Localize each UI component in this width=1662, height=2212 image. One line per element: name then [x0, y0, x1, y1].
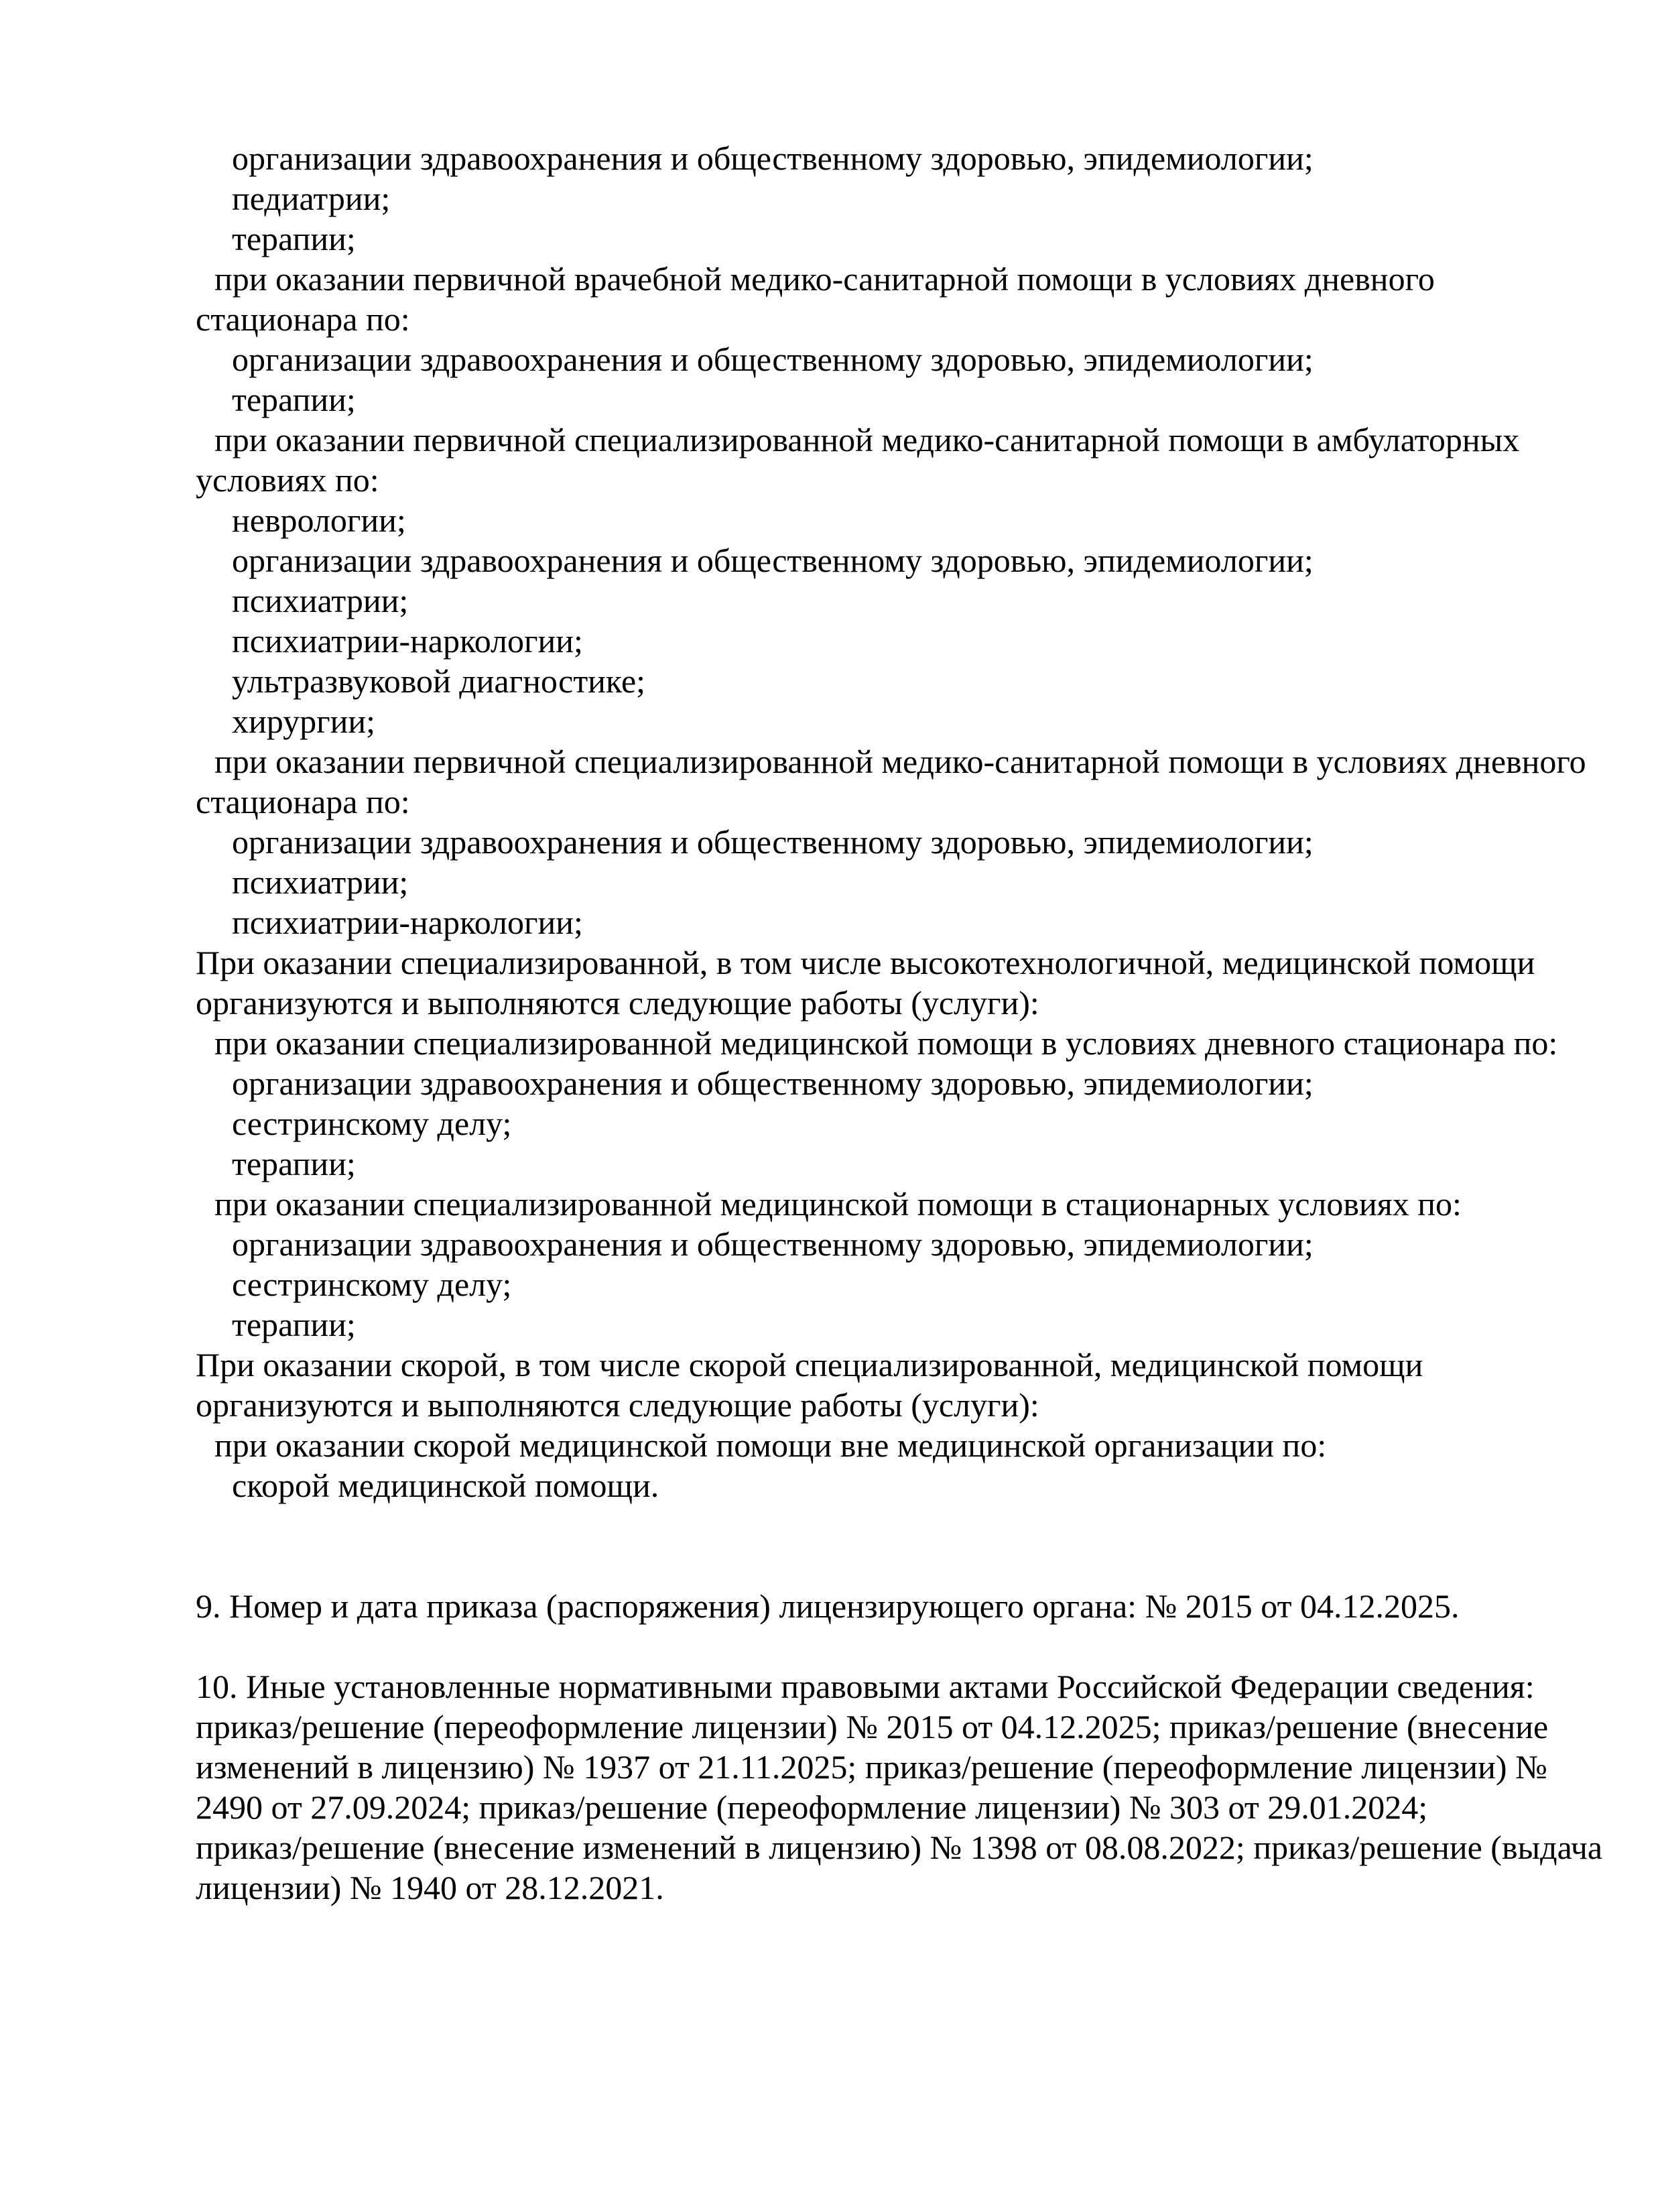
text-line: условиях по: — [196, 461, 379, 499]
text-line: 2490 от 27.09.2024; приказ/решение (переоформление лицензии) № 303 от 29.01.2024; — [196, 1788, 1428, 1826]
blank-line — [196, 1506, 1602, 1546]
blank-line — [196, 1626, 1602, 1666]
text-line: 9. Номер и дата приказа (распоряжения) лицензирующего органа: № 2015 от 04.12.2025. — [196, 1587, 1460, 1625]
text-line: изменений в лицензию) № 1937 от 21.11.2025; приказ/решение (переоформление лицензии) № — [196, 1748, 1547, 1786]
text-line: при оказании первичной специализированной медико-санитарной помощи в условиях дневного — [214, 743, 1586, 780]
text-line: 10. Иные установленные нормативными правовыми актами Российской Федерации сведения: — [196, 1668, 1535, 1705]
text-line: стационара по: — [196, 300, 410, 338]
text-line: психиатрии-наркологии; — [232, 622, 583, 660]
text-line: педиатрии; — [232, 180, 391, 217]
text-line: организации здравоохранения и общественному здоровью, эпидемиологии; — [232, 1064, 1314, 1102]
text-line: терапии; — [232, 381, 356, 418]
text-line: стационара по: — [196, 783, 410, 820]
text-line: организации здравоохранения и общественному здоровью, эпидемиологии; — [232, 1225, 1314, 1263]
license-text — [196, 138, 1602, 1908]
text-line: терапии; — [232, 1145, 356, 1182]
text-line: психиатрии; — [232, 582, 409, 619]
text-line: терапии; — [232, 220, 356, 257]
text-line: при оказании первичной специализированной медико-санитарной помощи в амбулаторных — [214, 421, 1520, 458]
text-line: приказ/решение (переоформление лицензии) № 2015 от 04.12.2025; приказ/решение (внесение — [196, 1708, 1549, 1745]
text-line: неврологии; — [232, 501, 406, 539]
text-line: При оказании скорой, в том числе скорой специализированной, медицинской помощи — [196, 1346, 1423, 1384]
text-line: организации здравоохранения и общественному здоровью, эпидемиологии; — [232, 341, 1314, 378]
text-line: организуются и выполняются следующие работы (услуги): — [196, 1386, 1039, 1424]
text-line: ультразвуковой диагностике; — [232, 662, 646, 700]
text-line: организации здравоохранения и общественному здоровью, эпидемиологии; — [232, 139, 1314, 177]
text-line: лицензии) № 1940 от 28.12.2021. — [196, 1869, 664, 1906]
text-line: при оказании скорой медицинской помощи вне медицинской организации по: — [214, 1426, 1327, 1464]
text-line: хирургии; — [232, 702, 376, 740]
text-line: при оказании специализированной медицинской помощи в условиях дневного стационара по: — [214, 1024, 1558, 1062]
blank-line — [196, 1546, 1602, 1586]
text-line: скорой медицинской помощи. — [232, 1467, 659, 1504]
text-line: при оказании специализированной медицинской помощи в стационарных условиях по: — [214, 1185, 1462, 1223]
text-line: психиатрии; — [232, 863, 409, 901]
text-line: сестринскому делу; — [232, 1105, 512, 1142]
text-line: организуются и выполняются следующие работы (услуги): — [196, 984, 1039, 1022]
text-line: психиатрии-наркологии; — [232, 904, 583, 941]
text-line: терапии; — [232, 1306, 356, 1343]
text-line: При оказании специализированной, в том числе высокотехнологичной, медицинской помощи — [196, 944, 1535, 981]
text-line: при оказании первичной врачебной медико-санитарной помощи в условиях дневного — [214, 260, 1435, 298]
text-line: организации здравоохранения и общественному здоровью, эпидемиологии; — [232, 542, 1314, 579]
text-line: приказ/решение (внесение изменений в лицензию) № 1398 от 08.08.2022; приказ/решение (выдача — [196, 1829, 1603, 1866]
text-line: сестринскому делу; — [232, 1266, 512, 1303]
text-line: организации здравоохранения и общественному здоровью, эпидемиологии; — [232, 823, 1314, 861]
